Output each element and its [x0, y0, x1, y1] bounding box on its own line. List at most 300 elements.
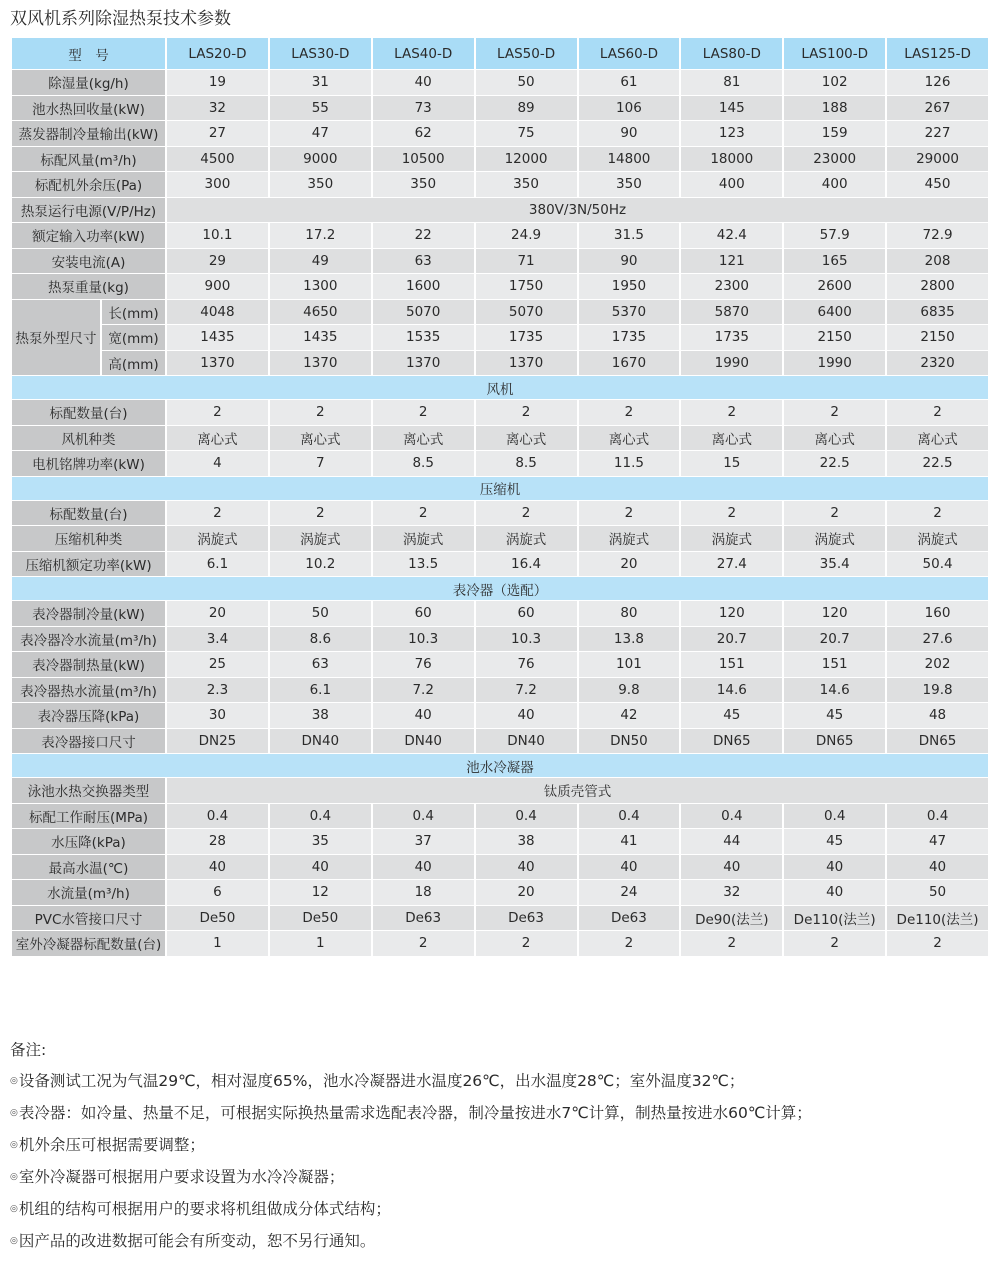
note-item	[10, 1230, 980, 1262]
table-cell: 0.4	[579, 804, 680, 829]
table-cell: 涡旋式	[476, 526, 577, 551]
table-cell: 47	[887, 829, 988, 854]
table-row	[12, 426, 988, 451]
note-text: 设备测试工况为气温29℃，相对湿度65%，池水冷凝器进水温度26℃，出水温度28℃；室外温度32℃；	[18, 1072, 745, 1090]
table-cell: De63	[373, 906, 474, 931]
section-title: 压缩机	[12, 477, 988, 500]
table-cell: 40	[373, 703, 474, 728]
table-cell: 40	[784, 880, 885, 905]
table-cell: 145	[681, 96, 782, 121]
table-cell: 20.7	[681, 627, 782, 652]
table-cell: 涡旋式	[681, 526, 782, 551]
table-cell: 1370	[167, 351, 268, 376]
table-cell: 40	[579, 855, 680, 880]
model-header: LAS100-D	[784, 38, 885, 69]
table-cell: 14.6	[784, 678, 885, 703]
table-cell: 30	[167, 703, 268, 728]
table-cell: 5370	[579, 300, 680, 325]
table-cell: 12000	[476, 147, 577, 172]
table-row	[12, 70, 988, 95]
table-row	[12, 223, 988, 248]
table-row	[12, 678, 988, 703]
table-cell: 涡旋式	[373, 526, 474, 551]
table-cell: 1735	[681, 325, 782, 350]
model-header: LAS80-D	[681, 38, 782, 69]
table-cell: 159	[784, 121, 885, 146]
table-cell: 27	[167, 121, 268, 146]
table-cell: 2	[887, 931, 988, 956]
table-cell: 22	[373, 223, 474, 248]
row-label: 表冷器制冷量(kW)	[12, 601, 165, 626]
row-label: 最高水温(℃)	[12, 855, 165, 880]
note-text: 机组的结构可根据用户的要求将机组做成分体式结构；	[18, 1200, 391, 1218]
table-cell: 42.4	[681, 223, 782, 248]
bullet-icon: ◎	[10, 1076, 18, 1086]
table-cell: 20.7	[784, 627, 885, 652]
table-cell: 450	[887, 172, 988, 197]
table-row	[12, 729, 988, 754]
row-label: 池水热回收量(kW)	[12, 96, 165, 121]
table-cell: 2	[681, 931, 782, 956]
note-item	[10, 1166, 980, 1198]
table-header-row	[12, 38, 988, 69]
table-cell: 126	[887, 70, 988, 95]
table-cell: 15	[681, 451, 782, 476]
row-label: 热泵重量(kg)	[12, 274, 165, 299]
table-cell: 12	[270, 880, 371, 905]
table-cell: 离心式	[270, 426, 371, 451]
table-cell: 37	[373, 829, 474, 854]
table-cell: 45	[784, 703, 885, 728]
table-cell: DN25	[167, 729, 268, 754]
note-text: 表冷器：如冷量、热量不足，可根据实际换热量需求选配表冷器，制冷量按进水7℃计算，制热量按进水60℃计算；	[18, 1104, 812, 1122]
table-cell: 31.5	[579, 223, 680, 248]
notes-title: 备注:	[10, 1041, 47, 1059]
table-cell: 25	[167, 652, 268, 677]
table-cell: DN40	[270, 729, 371, 754]
table-cell: 31	[270, 70, 371, 95]
table-cell: 1600	[373, 274, 474, 299]
table-cell: 40	[167, 855, 268, 880]
table-cell: 4500	[167, 147, 268, 172]
table-cell: 45	[681, 703, 782, 728]
table-cell: 1990	[681, 351, 782, 376]
bullet-icon: ◎	[10, 1172, 18, 1182]
note-item	[10, 1134, 980, 1166]
table-row	[12, 96, 988, 121]
table-cell: 2150	[887, 325, 988, 350]
table-cell: 1370	[270, 351, 371, 376]
row-label: 表冷器制热量(kW)	[12, 652, 165, 677]
table-cell: 40	[373, 70, 474, 95]
table-row	[12, 249, 988, 274]
model-header: LAS20-D	[167, 38, 268, 69]
table-cell: 350	[579, 172, 680, 197]
bullet-icon: ◎	[10, 1108, 18, 1118]
notes-section	[10, 1038, 980, 1262]
table-row	[12, 526, 988, 551]
section-header-row	[12, 376, 988, 399]
table-cell: 123	[681, 121, 782, 146]
row-label: 安装电流(A)	[12, 249, 165, 274]
table-cell: 40	[476, 703, 577, 728]
table-cell: 0.4	[373, 804, 474, 829]
table-cell: 400	[681, 172, 782, 197]
table-cell: 73	[373, 96, 474, 121]
table-cell: 38	[270, 703, 371, 728]
dimension-sub-label: 长(mm)	[102, 300, 165, 325]
table-row	[12, 274, 988, 299]
table-cell: 40	[270, 855, 371, 880]
table-cell: 61	[579, 70, 680, 95]
table-cell: De63	[579, 906, 680, 931]
table-row	[12, 652, 988, 677]
table-cell: 2	[887, 400, 988, 425]
table-cell: 350	[270, 172, 371, 197]
table-cell: 2	[579, 400, 680, 425]
table-cell: 4048	[167, 300, 268, 325]
table-row	[12, 855, 988, 880]
table-cell: 76	[373, 652, 474, 677]
table-cell: 300	[167, 172, 268, 197]
table-cell: 47	[270, 121, 371, 146]
table-cell: 2	[681, 501, 782, 526]
table-cell: DN40	[373, 729, 474, 754]
row-label: 标配风量(m³/h)	[12, 147, 165, 172]
table-cell: 75	[476, 121, 577, 146]
table-cell: 0.4	[784, 804, 885, 829]
table-cell: 1370	[373, 351, 474, 376]
table-cell: 6835	[887, 300, 988, 325]
power-supply-row	[12, 198, 988, 223]
table-cell: 2	[579, 931, 680, 956]
table-cell: 90	[579, 249, 680, 274]
table-row	[12, 880, 988, 905]
table-cell: 2	[373, 931, 474, 956]
table-cell: 2	[887, 501, 988, 526]
table-cell: 13.5	[373, 552, 474, 577]
table-cell: De63	[476, 906, 577, 931]
header-label: 型 号	[12, 38, 165, 69]
table-cell: 离心式	[167, 426, 268, 451]
section-title: 风机	[12, 376, 988, 399]
note-item	[10, 1102, 980, 1134]
table-cell: 350	[476, 172, 577, 197]
notes-list	[10, 1070, 980, 1262]
table-cell: 10.3	[373, 627, 474, 652]
table-cell: 350	[373, 172, 474, 197]
table-cell: DN65	[784, 729, 885, 754]
dimension-row	[12, 300, 988, 325]
table-cell: 20	[167, 601, 268, 626]
table-cell: 1950	[579, 274, 680, 299]
table-cell: 0.4	[270, 804, 371, 829]
table-cell: 涡旋式	[784, 526, 885, 551]
table-cell: 208	[887, 249, 988, 274]
row-label: 表冷器接口尺寸	[12, 729, 165, 754]
table-cell: 5870	[681, 300, 782, 325]
table-cell: 27.4	[681, 552, 782, 577]
table-cell: 202	[887, 652, 988, 677]
table-cell: 160	[887, 601, 988, 626]
table-cell: 14.6	[681, 678, 782, 703]
table-cell: 6	[167, 880, 268, 905]
table-cell: 2	[579, 501, 680, 526]
table-cell: 4	[167, 451, 268, 476]
table-cell: 40	[476, 855, 577, 880]
table-cell: 3.4	[167, 627, 268, 652]
table-cell: 38	[476, 829, 577, 854]
table-cell: 2800	[887, 274, 988, 299]
table-cell: 2	[270, 501, 371, 526]
table-cell: DN65	[681, 729, 782, 754]
table-cell: 20	[579, 552, 680, 577]
table-cell: 50	[887, 880, 988, 905]
row-label: PVC水管接口尺寸	[12, 906, 165, 931]
row-label: 热泵运行电源(V/P/Hz)	[12, 198, 165, 223]
table-cell: 63	[270, 652, 371, 677]
table-row	[12, 501, 988, 526]
table-cell: 离心式	[887, 426, 988, 451]
table-cell: 8.6	[270, 627, 371, 652]
table-cell: 165	[784, 249, 885, 274]
table-cell: 101	[579, 652, 680, 677]
row-label: 室外冷凝器标配数量(台)	[12, 931, 165, 956]
table-cell: 151	[784, 652, 885, 677]
table-cell: 1370	[476, 351, 577, 376]
table-cell: 35	[270, 829, 371, 854]
model-header: LAS50-D	[476, 38, 577, 69]
table-row	[12, 627, 988, 652]
table-cell: 2.3	[167, 678, 268, 703]
row-label: 标配工作耐压(MPa)	[12, 804, 165, 829]
table-cell: 离心式	[579, 426, 680, 451]
table-cell: 35.4	[784, 552, 885, 577]
table-cell: 2	[270, 400, 371, 425]
table-cell: 16.4	[476, 552, 577, 577]
table-cell: 10.3	[476, 627, 577, 652]
table-row	[12, 172, 988, 197]
table-cell: 9000	[270, 147, 371, 172]
table-cell: 62	[373, 121, 474, 146]
table-cell: 188	[784, 96, 885, 121]
table-cell: 60	[373, 601, 474, 626]
table-row	[12, 451, 988, 476]
table-row	[12, 804, 988, 829]
table-row	[12, 829, 988, 854]
model-header: LAS30-D	[270, 38, 371, 69]
row-label: 电机铭牌功率(kW)	[12, 451, 165, 476]
table-cell: 1750	[476, 274, 577, 299]
table-cell: 18	[373, 880, 474, 905]
spec-table	[10, 37, 990, 957]
table-cell: 0.4	[681, 804, 782, 829]
table-cell: 6.1	[167, 552, 268, 577]
table-cell: 2	[373, 501, 474, 526]
table-cell: 29000	[887, 147, 988, 172]
table-cell: 9.8	[579, 678, 680, 703]
table-cell: 2	[476, 501, 577, 526]
table-cell: 80	[579, 601, 680, 626]
row-label: 风机种类	[12, 426, 165, 451]
table-cell: 2320	[887, 351, 988, 376]
spanned-value: 380V/3N/50Hz	[167, 198, 988, 223]
row-label: 表冷器热水流量(m³/h)	[12, 678, 165, 703]
table-row	[12, 906, 988, 931]
table-cell: 151	[681, 652, 782, 677]
table-cell: 72.9	[887, 223, 988, 248]
table-cell: 81	[681, 70, 782, 95]
table-cell: 4650	[270, 300, 371, 325]
table-cell: 2300	[681, 274, 782, 299]
table-cell: 19	[167, 70, 268, 95]
note-text: 室外冷凝器可根据用户要求设置为水冷冷凝器；	[18, 1168, 345, 1186]
row-label: 表冷器压降(kPa)	[12, 703, 165, 728]
table-cell: 2	[476, 400, 577, 425]
table-cell: 18000	[681, 147, 782, 172]
row-label: 水压降(kPa)	[12, 829, 165, 854]
row-label: 压缩机额定功率(kW)	[12, 552, 165, 577]
table-cell: 6.1	[270, 678, 371, 703]
table-cell: 1435	[167, 325, 268, 350]
table-row	[12, 703, 988, 728]
table-cell: 涡旋式	[887, 526, 988, 551]
table-cell: 55	[270, 96, 371, 121]
table-cell: 23000	[784, 147, 885, 172]
table-cell: 40	[784, 855, 885, 880]
table-cell: 2	[784, 501, 885, 526]
row-label: 标配机外余压(Pa)	[12, 172, 165, 197]
table-cell: 50	[270, 601, 371, 626]
table-cell: 1	[167, 931, 268, 956]
table-cell: 2	[167, 501, 268, 526]
table-row	[12, 147, 988, 172]
table-cell: 7	[270, 451, 371, 476]
table-cell: 涡旋式	[579, 526, 680, 551]
table-cell: 20	[476, 880, 577, 905]
exchanger-type-row	[12, 778, 988, 803]
section-header-row	[12, 754, 988, 777]
table-cell: 2	[476, 931, 577, 956]
table-cell: 10.1	[167, 223, 268, 248]
bullet-icon: ◎	[10, 1236, 18, 1246]
table-cell: 2	[167, 400, 268, 425]
row-label: 压缩机种类	[12, 526, 165, 551]
table-cell: 32	[681, 880, 782, 905]
table-cell: 0.4	[476, 804, 577, 829]
row-label: 额定输入功率(kW)	[12, 223, 165, 248]
table-cell: DN40	[476, 729, 577, 754]
table-cell: 14800	[579, 147, 680, 172]
table-cell: 400	[784, 172, 885, 197]
table-cell: 60	[476, 601, 577, 626]
table-cell: 7.2	[476, 678, 577, 703]
table-cell: 32	[167, 96, 268, 121]
table-cell: 2150	[784, 325, 885, 350]
table-cell: DN65	[887, 729, 988, 754]
table-cell: 227	[887, 121, 988, 146]
table-cell: 106	[579, 96, 680, 121]
row-label: 表冷器冷水流量(m³/h)	[12, 627, 165, 652]
table-cell: 28	[167, 829, 268, 854]
spanned-value: 钛质壳管式	[167, 778, 988, 803]
table-cell: 1735	[476, 325, 577, 350]
table-cell: 0.4	[887, 804, 988, 829]
table-cell: 44	[681, 829, 782, 854]
table-cell: 17.2	[270, 223, 371, 248]
table-cell: 42	[579, 703, 680, 728]
table-cell: 2	[373, 400, 474, 425]
table-cell: 40	[373, 855, 474, 880]
section-header-row	[12, 577, 988, 600]
table-cell: 29	[167, 249, 268, 274]
table-cell: 离心式	[373, 426, 474, 451]
table-cell: 49	[270, 249, 371, 274]
table-cell: 57.9	[784, 223, 885, 248]
dimension-group-label: 热泵外型尺寸	[12, 300, 100, 376]
table-cell: 1535	[373, 325, 474, 350]
table-cell: 76	[476, 652, 577, 677]
bullet-icon: ◎	[10, 1140, 18, 1150]
table-cell: 2	[784, 931, 885, 956]
table-cell: 1	[270, 931, 371, 956]
dimension-row	[12, 325, 988, 350]
bullet-icon: ◎	[10, 1204, 18, 1214]
table-cell: 48	[887, 703, 988, 728]
table-cell: 5070	[373, 300, 474, 325]
row-label: 除湿量(kg/h)	[12, 70, 165, 95]
model-header: LAS125-D	[887, 38, 988, 69]
table-cell: 6400	[784, 300, 885, 325]
row-label: 标配数量(台)	[12, 400, 165, 425]
table-cell: 1300	[270, 274, 371, 299]
row-label: 蒸发器制冷量输出(kW)	[12, 121, 165, 146]
table-cell: 121	[681, 249, 782, 274]
model-header: LAS60-D	[579, 38, 680, 69]
table-cell: De50	[167, 906, 268, 931]
table-cell: 2600	[784, 274, 885, 299]
table-row	[12, 931, 988, 956]
table-cell: 离心式	[681, 426, 782, 451]
table-cell: 40	[681, 855, 782, 880]
table-cell: De90(法兰)	[681, 906, 782, 931]
table-cell: 90	[579, 121, 680, 146]
table-cell: 1990	[784, 351, 885, 376]
table-cell: 离心式	[476, 426, 577, 451]
table-cell: 10500	[373, 147, 474, 172]
table-cell: 13.8	[579, 627, 680, 652]
section-header-row	[12, 477, 988, 500]
model-header: LAS40-D	[373, 38, 474, 69]
dimension-row	[12, 351, 988, 376]
table-cell: 102	[784, 70, 885, 95]
section-title: 表冷器（选配）	[12, 577, 988, 600]
table-cell: 120	[784, 601, 885, 626]
table-cell: 50	[476, 70, 577, 95]
table-cell: 24	[579, 880, 680, 905]
table-cell: 5070	[476, 300, 577, 325]
table-cell: De110(法兰)	[784, 906, 885, 931]
note-text: 机外余压可根据需要调整；	[18, 1136, 205, 1154]
row-label: 泳池水热交换器类型	[12, 778, 165, 803]
table-cell: 41	[579, 829, 680, 854]
table-cell: 27.6	[887, 627, 988, 652]
dimension-sub-label: 高(mm)	[102, 351, 165, 376]
table-cell: 1670	[579, 351, 680, 376]
table-cell: 涡旋式	[167, 526, 268, 551]
table-cell: 22.5	[784, 451, 885, 476]
table-cell: 22.5	[887, 451, 988, 476]
